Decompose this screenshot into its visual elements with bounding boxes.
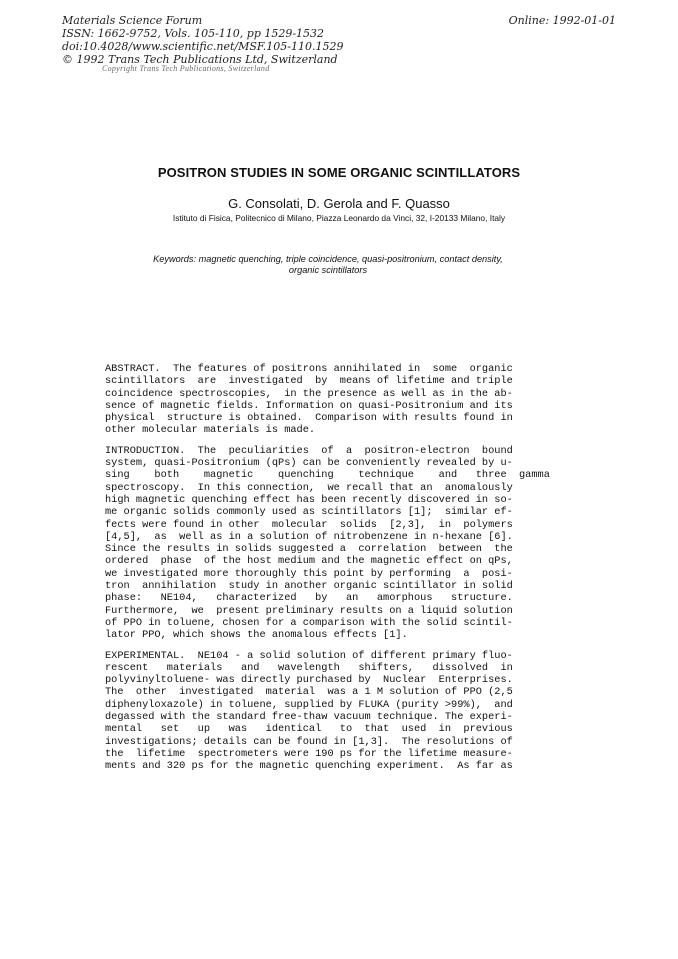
- text-line: [4,5], as well as in a solution of nitrobenzene in n-hexane [6].: [105, 530, 513, 543]
- body-paragraph: [105, 650, 540, 773]
- text-line: scintillators are investigated by means of lifetime and triple: [105, 375, 513, 388]
- text-line: rescent materials and wavelength shifters, dissolved in: [105, 661, 513, 674]
- text-line: degassed with the standard free-thaw vacuum technique. The experi-: [105, 711, 513, 724]
- text-line: sence of magnetic fields. Information on quasi-Positronium and its: [105, 399, 513, 412]
- header-line: © 1992 Trans Tech Publications Ltd, Switzerland: [62, 53, 338, 66]
- keywords-line: Keywords: magnetic quenching, triple coincidence, quasi-positronium, contact density,: [153, 254, 503, 264]
- text-line: we investigated more thoroughly this point by performing a posi-: [105, 567, 513, 580]
- body-paragraph: [105, 444, 550, 642]
- paper-body: [105, 363, 550, 781]
- text-line: ordered phase of the host medium and the magnetic effect on qPs,: [105, 555, 513, 568]
- text-line: me organic solids commonly used as scintillators [1]; similar ef-: [105, 506, 513, 519]
- text-line: coincidence spectroscopies, in the presence as well as in the ab-: [105, 387, 513, 400]
- header-line: doi:10.4028/www.scientific.net/MSF.105-110.1529: [62, 40, 344, 53]
- text-line: Since the results in solids suggested a correlation between the: [105, 543, 513, 556]
- paper-affiliation: Istituto di Fisica, Politecnico di Milano, Piazza Leonardo da Vinci, 32, I-20133 Milano, Italy: [172, 213, 506, 223]
- header-line: Materials Science Forum: [62, 14, 203, 27]
- faint-copyright-stamp: Copyright Trans Tech Publications, Switzerland: [102, 64, 270, 73]
- text-line: diphenyloxazole) in toluene, supplied by FLUKA (purity >99%), and: [105, 698, 513, 711]
- text-line: mental set up was identical to that used in previous: [105, 723, 513, 736]
- text-line: sing both magnetic quenching technique and three gamma: [105, 469, 550, 482]
- keywords-line: organic scintillators: [288, 265, 368, 275]
- online-date: Online: 1992-01-01: [508, 14, 616, 27]
- text-line: of PPO in toluene, chosen for a comparison with the solid scintil-: [105, 616, 513, 629]
- text-line: ments and 320 ps for the magnetic quenching experiment. As far as: [105, 760, 513, 773]
- header-line: ISSN: 1662-9752, Vols. 105-110, pp 1529-1532: [62, 27, 325, 40]
- paper-title: POSITRON STUDIES IN SOME ORGANIC SCINTILLATORS: [157, 165, 521, 180]
- text-line: phase: NE104, characterized by an amorphous structure.: [105, 592, 513, 605]
- text-line: tron annihilation study in another organic scintillator in solid: [105, 580, 513, 593]
- text-line: ABSTRACT. The features of positrons annihilated in some organic: [105, 363, 513, 375]
- text-line: EXPERIMENTAL. NE104 - a solid solution of different primary fluo-: [105, 649, 513, 662]
- text-line: high magnetic quenching effect has been recently discovered in so-: [105, 493, 513, 506]
- text-line: INTRODUCTION. The peculiarities of a positron-electron bound: [105, 444, 513, 457]
- text-line: The other investigated material was a 1 M solution of PPO (2,5: [105, 686, 513, 699]
- paper-authors: G. Consolati, D. Gerola and F. Quasso: [228, 196, 450, 211]
- text-line: the lifetime spectrometers were 190 ps for the lifetime measure-: [105, 747, 513, 760]
- text-line: physical structure is obtained. Comparison with results found in: [105, 412, 513, 425]
- journal-header: [62, 14, 344, 66]
- text-line: lator PPO, which shows the anomalous effects [1].: [105, 629, 408, 642]
- text-line: system, quasi-Positronium (qPs) can be conveniently revealed by u-: [105, 457, 513, 470]
- text-line: investigations; details can be found in [1,3]. The resolutions of: [105, 735, 513, 748]
- keywords-block: [118, 254, 538, 276]
- text-line: fects were found in other molecular solids [2,3], in polymers: [105, 518, 513, 531]
- text-line: other molecular materials is made.: [105, 424, 316, 437]
- text-line: Furthermore, we present preliminary results on a liquid solution: [105, 604, 513, 617]
- text-line: spectroscopy. In this connection, we recall that an anomalously: [105, 481, 513, 494]
- body-paragraph: [105, 363, 540, 437]
- text-line: polyvinyltoluene- was directly purchased by Nuclear Enterprises.: [105, 674, 513, 687]
